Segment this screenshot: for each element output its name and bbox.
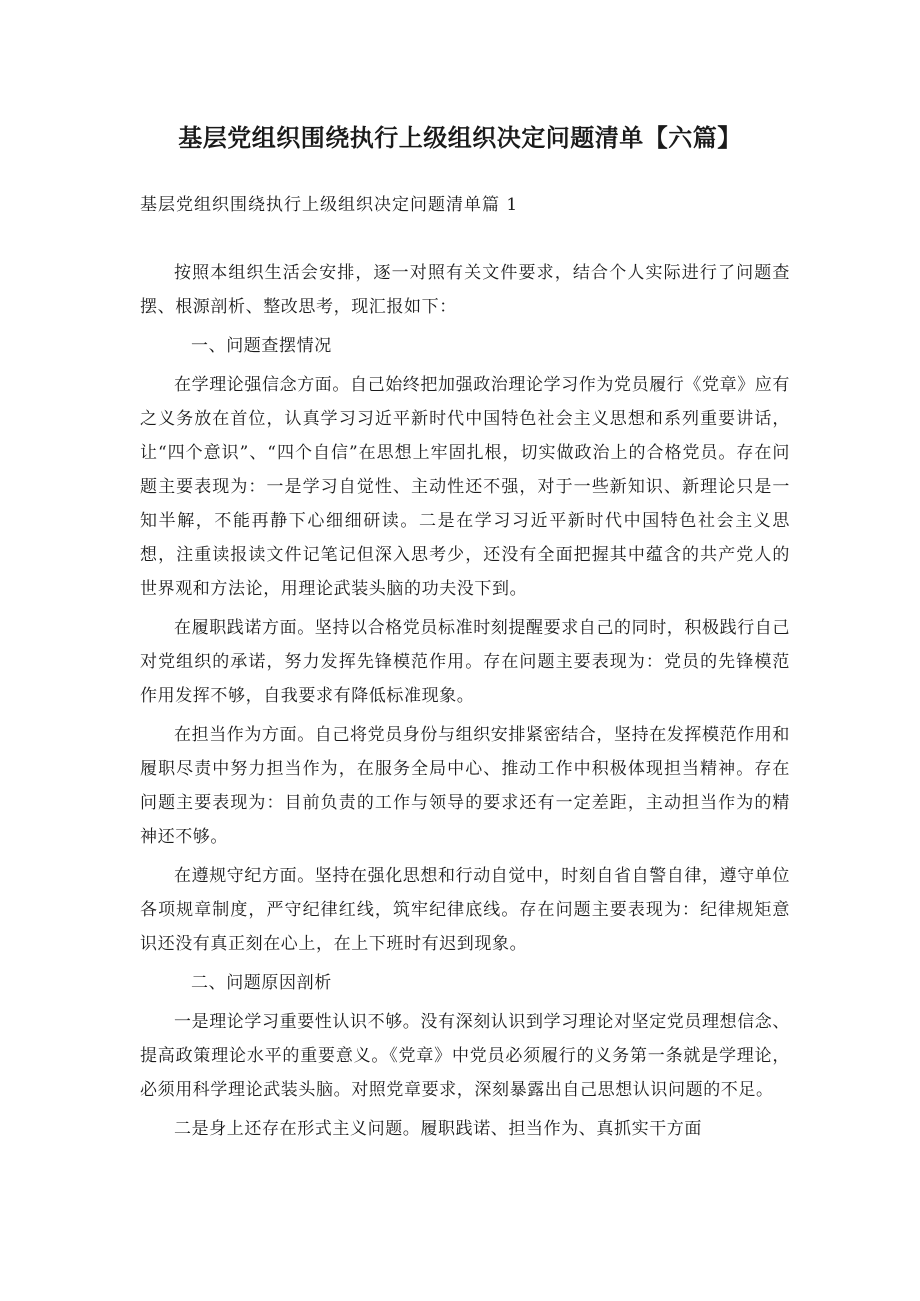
paragraph-discipline: 在遵规守纪方面。坚持在强化思想和行动自觉中，时刻自省自警自律，遵守单位各项规章制度，严守纪律红线，筑牢纪律底线。存在问题主要表现为：纪律规矩意识还没有真正刻在心上，在上下班时有迟到现象。 [140,866,790,954]
paragraph-duty: 在履职践诺方面。坚持以合格党员标准时刻提醒要求自己的同时，积极践行自己对党组织的承诺，努力发挥先锋模范作用。存在问题主要表现为：党员的先锋模范作用发挥不够，自我要求有降低标准现象。 [140,618,790,706]
paragraph-theory: 在学理论强信念方面。自己始终把加强政治理论学习作为党员履行《党章》应有之义务放在首位，认真学习习近平新时代中国特色社会主义思想和系列重要讲话，让“四个意识”、“四个自信”在思想上牢固扎根，切实做政治上的合格党员。存在问题主要表现为：一是学习自觉性、主动性还不强，对于一些新知识、新理论只是一知半解，不能再静下心细细研读。二是在学习习近平新时代中国特色社会主义思想，注重读报读文件记笔记但深入思考少，还没有全面把握其中蕴含的共产党人的世界观和方法论，用理论武装头脑的功夫没下到。 [140,375,790,599]
section-subtitle: 基层党组织围绕执行上级组织决定问题清单篇 1 [140,195,519,215]
document-title: 基层党组织围绕执行上级组织决定问题清单【六篇】 [178,124,742,152]
paragraph-responsibility: 在担当作为方面。自己将党员身份与组织安排紧密结合，坚持在发挥模范作用和履职尽责中努力担当作为，在服务全局中心、推动工作中积极体现担当精神。存在问题主要表现为：目前负责的工作与领导的要求还有一定差距，主动担当作为的精神还不够。 [140,725,790,847]
document-body [140,256,790,1151]
intro-paragraph: 按照本组织生活会安排，逐一对照有关文件要求，结合个人实际进行了问题查摆、根源剖析、整改思考，现汇报如下： [140,263,790,317]
section-heading-2: 二、问题原因剖析 [191,973,332,993]
paragraph-cause-2: 二是身上还存在形式主义问题。履职践诺、担当作为、真抓实干方面 [174,1119,702,1139]
paragraph-cause-1: 一是理论学习重要性认识不够。没有深刻认识到学习理论对坚定党员理想信念、提高政策理论水平的重要意义。《党章》中党员必须履行的义务第一条就是学理论，必须用科学理论武装头脑。对照党章要求，深刻暴露出自己思想认识问题的不足。 [140,1012,790,1100]
section-heading-1: 一、问题查摆情况 [191,336,332,356]
